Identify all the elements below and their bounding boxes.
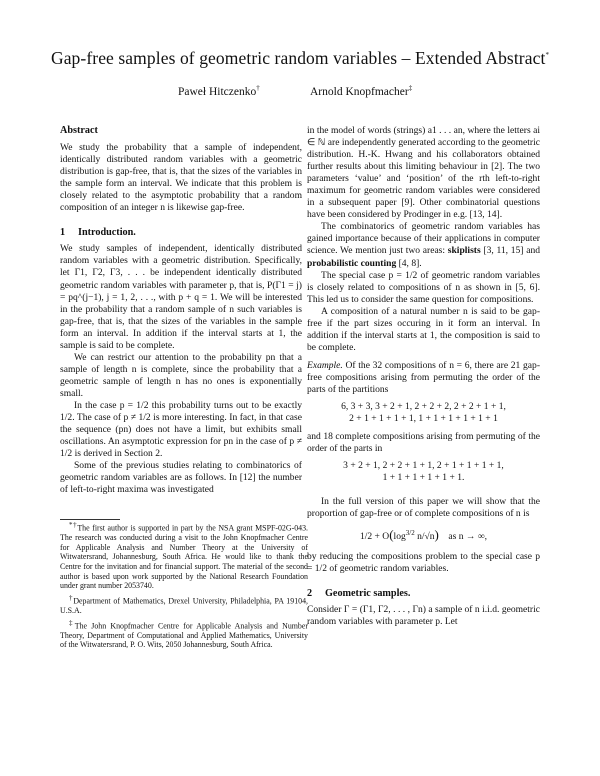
- section-1-number: 1: [60, 227, 66, 239]
- paper-title: [0, 48, 600, 69]
- footnote-1-mark: *†: [69, 521, 78, 529]
- formula-condition: as n → ∞,: [448, 531, 488, 543]
- right-paragraph-4: A composition of a natural number n is said to be gap-free if the part sizes occuring in it form an interval. In addition if the interval starts at 1, the composition is said to be complete.: [307, 305, 540, 353]
- intro-paragraph-4: Some of the previous studies relating to combinatorics of geometric random variables are as follows. In [12] the number of left-to-right maxima was investigated: [60, 460, 302, 496]
- author-2-name: Arnold Knopfmacher: [310, 85, 409, 98]
- probabilistic-counting-term: probabilistic counting: [307, 257, 397, 269]
- p2-text-a: The combinatorics of geometric random variables has gained importance because of their applications in computer science. We mention just two areas:: [307, 221, 540, 257]
- skiplists-term: skiplists: [447, 245, 481, 257]
- title-footnote-mark: *: [545, 51, 550, 60]
- intro-paragraph-3: In the case p = 1/2 this probability turns out to be exactly 1/2. The case of p ≠ 1/2 is more interesting. In fact, in that case the sequence (pn) does not have a limit, but exhibits small oscillations. An asymptotic expression for pn in the case of p ≠ 1/2 is derived in Section 2.: [60, 399, 302, 460]
- intro-paragraph-1: We study samples of independent, identically distributed random variables with a geometric distribution. Specifically, let Γ1, Γ2, Γ3, . . . be independent identically distributed geometric random variables with parameter p, that is, P(Γ1 = j) = pq^(j−1), j = 1, 2, . . ., with p + q = 1. We will be interested in the probability that a random sample of n such variables is gap-free, that is, that the sizes of the variables in the sample form an interval. In addition if the interval starts at 1, the sample is said to be complete.: [60, 243, 302, 351]
- right-paragraph-6: In the full version of this paper we will show that the proportion of gap-free or of complete compositions of n is: [307, 496, 540, 520]
- abstract-heading: Abstract: [60, 125, 98, 136]
- footnotes: [60, 521, 308, 650]
- author-1-name: Paweł Hitczenko: [178, 85, 257, 98]
- section-2-text: Consider Γ = (Γ1, Γ2, . . . , Γn) a sample of n i.i.d. geometric random variables with parameter p. Let: [307, 603, 540, 627]
- right-paragraph-7: by reducing the compositions problem to the special case p = 1/2 of geometric random variables.: [307, 550, 540, 574]
- example-paragraph: [307, 360, 540, 396]
- title-text: Gap-free samples of geometric random variables – Extended Abstract: [50, 48, 546, 68]
- footnote-3-mark: ‡: [69, 618, 75, 627]
- footnote-3: [60, 619, 308, 650]
- author-list: [0, 84, 600, 100]
- right-paragraph-3: The special case p = 1/2 of geometric random variables is closely related to compositions of n as shown in [5, 6]. This led us to consider the same question for compositions.: [307, 269, 540, 305]
- display-complete-line-1: 3 + 2 + 1, 2 + 2 + 1 + 1, 2 + 1 + 1 + 1 + 1,: [343, 460, 504, 472]
- author-1: [178, 84, 260, 98]
- display-complete-line-2: 1 + 1 + 1 + 1 + 1 + 1.: [382, 472, 465, 484]
- footnote-1-text: The first author is supported in part by the NSA grant MSPF-02G-043. The research was conducted during a visit to the John Knopfmacher Centre for Applicable Analysis and Number Theory at the University of Witwatersrand, Johannesburg, South Africa. He would like to thank the Centre for the invitation and for financial support. The material of the second author is based upon work supported by the National Research Foundation under grant number 2053740.: [60, 523, 309, 591]
- p2-text-c: [3, 11, 15] and: [480, 245, 540, 257]
- author-1-mark: †: [256, 84, 260, 92]
- example-label: Example.: [307, 359, 343, 371]
- display-partitions-line-2: 2 + 1 + 1 + 1 + 1, 1 + 1 + 1 + 1 + 1 + 1: [349, 413, 498, 425]
- right-paragraph-5: and 18 complete compositions arising from permuting of the order of the parts in: [307, 431, 540, 455]
- footnote-2-mark: †: [69, 593, 74, 602]
- footnote-3-text: The John Knopfmacher Centre for Applicable Analysis and Number Theory, Department of Computational and Applied Mathematics, University of the Witwatersrand, P. O. Wits, 2050 Johannesburg, South Africa.: [60, 621, 309, 650]
- footnote-2-text: Department of Mathematics, Drexel University, Philadelphia, PA 19104, U.S.A.: [60, 596, 308, 615]
- right-paragraph-2: [307, 221, 540, 269]
- abstract-text: We study the probability that a sample of independent, identically distributed random variables with a geometric distribution is gap-free, that is, that the sizes of the variables in the sample form an interval. We indicate that this problem is closely related to the asymptotic probability that a random composition of an integer n is likewise gap-free.: [60, 142, 302, 214]
- right-paragraph-1: in the model of words (strings) a1 . . . an, where the letters ai ∈ ℕ are independently generated according to the geometric distribution. H.-K. Hwang and his collaborators obtained further results about this limiting behaviour in [2]. The two parameters ‘value’ and ‘position’ of the rth left-to-right maximum for geometric random variables were considered in a subsequent paper [9]. Other combinatorial questions have been considered by Prodinger in e.g. [13, 14].: [307, 125, 540, 221]
- formula-rest: n/√n: [414, 531, 435, 543]
- formula-log: log: [393, 531, 406, 543]
- section-1-title: Introduction.: [78, 227, 136, 239]
- section-2-heading: [307, 588, 540, 600]
- example-text: Of the 32 compositions of n = 6, there are 21 gap-free compositions arising from permuting the order of the parts of the partitions: [307, 359, 540, 395]
- footnote-1: [60, 521, 308, 591]
- footnote-rule: [60, 519, 120, 520]
- left-column: [60, 125, 302, 496]
- section-2-title: Geometric samples.: [325, 587, 411, 599]
- right-column: [307, 125, 540, 628]
- p2-text-d: [4, 8].: [396, 257, 422, 269]
- asymptotic-formula: $1/2 + O(\log^{3/2}$ n/√n) as n → ∞,: [359, 527, 488, 543]
- display-partitions-line-1: 6, 3 + 3, 3 + 2 + 1, 2 + 2 + 2, 2 + 2 + 1 + 1,: [341, 401, 506, 413]
- section-1-heading: [60, 227, 302, 239]
- formula-exponent: 3/2: [405, 529, 415, 538]
- formula-left: 1/2 + O: [359, 531, 390, 543]
- author-2: [310, 84, 412, 98]
- author-2-mark: ‡: [408, 84, 413, 92]
- footnote-2: [60, 594, 308, 616]
- intro-paragraph-2: We can restrict our attention to the probability pn that a sample of length n is complete, since the probability that a geometric sample of length n has no ones is exponentially small.: [60, 351, 302, 399]
- section-2-number: 2: [307, 587, 313, 599]
